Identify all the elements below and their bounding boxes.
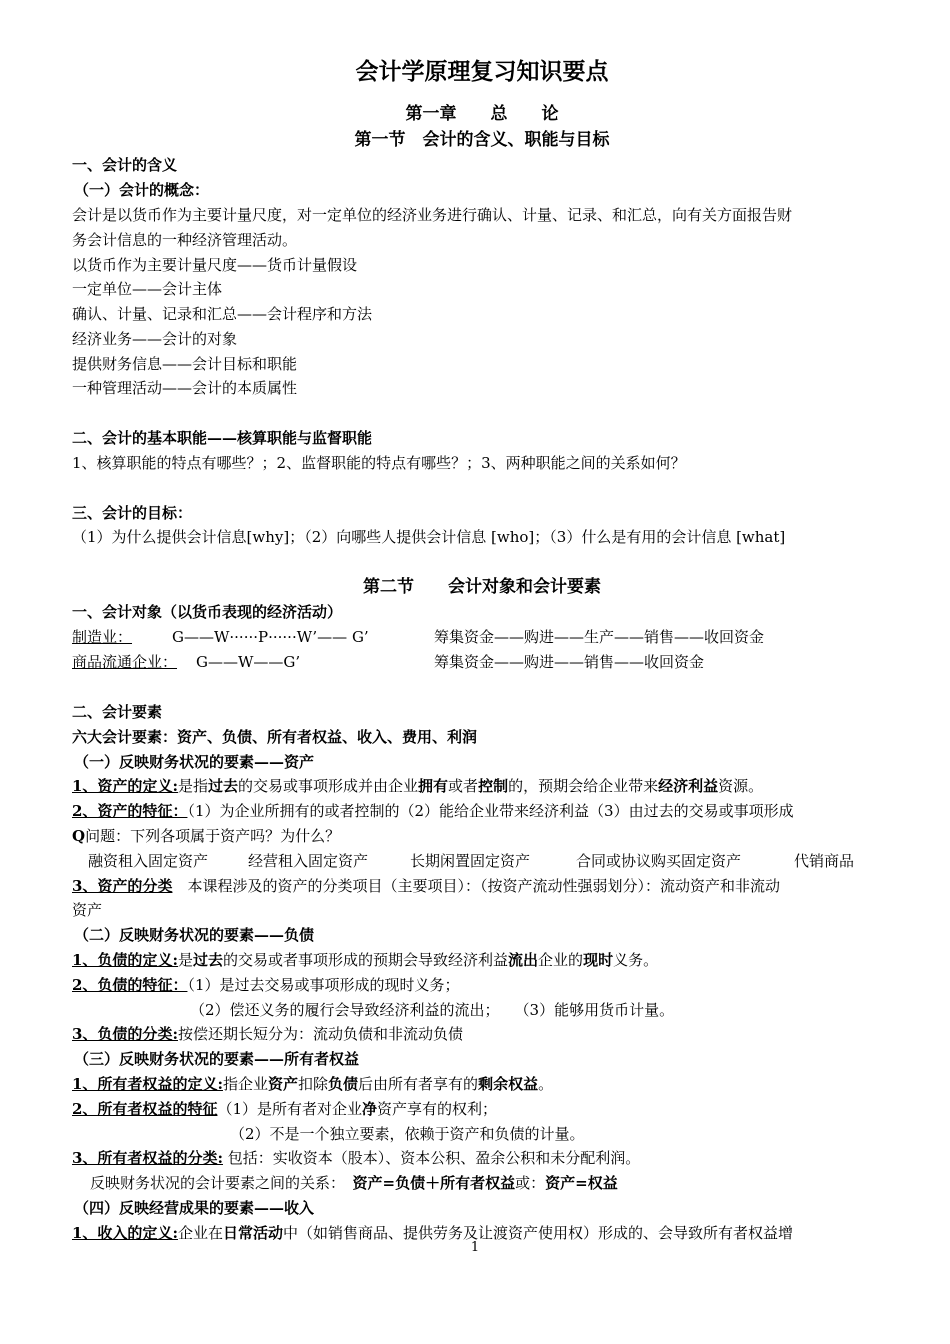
heading-meaning: 一、会计的含义 xyxy=(72,156,178,174)
liability-definition: 1、负债的定义:是过去的交易或者事项形成的预期会导致经济利益流出企业的现时义务。 xyxy=(72,951,659,969)
asset-item-5: 代销商品 xyxy=(794,852,855,870)
heading-functions: 二、会计的基本职能——核算职能与监督职能 xyxy=(72,429,373,447)
equation-relation: 反映财务状况的会计要素之间的关系： 资产=负债＋所有者权益或：资产=权益 xyxy=(90,1174,618,1192)
mapping-line-4: 经济业务——会计的对象 xyxy=(72,330,238,348)
asset-features: 2、资产的特征：（1）为企业所拥有的或者控制的（2）能给企业带来经济利益（3）由过去的交易或事项形成 xyxy=(72,802,794,820)
revenue-definition: 1、收入的定义:企业在日常活动中（如销售商品、提供劳务及让渡资产使用权）形成的、会导致所有者权益增 xyxy=(72,1224,794,1242)
asset-classification-label: 3、资产的分类 xyxy=(72,877,173,895)
heading-goals: 三、会计的目标： xyxy=(72,504,193,522)
liabilities-heading: （二）反映财务状况的要素——负债 xyxy=(74,926,315,944)
equity-definition-label: 1、所有者权益的定义: xyxy=(72,1075,223,1093)
mapping-line-3: 确认、计量、记录和汇总——会计程序和方法 xyxy=(72,305,373,323)
function-questions: 1、核算职能的特点有哪些？；2、监督职能的特点有哪些？；3、两种职能之间的关系如何？ xyxy=(72,454,686,472)
liability-definition-label: 1、负债的定义: xyxy=(72,951,178,969)
asset-item-2: 经营租入固定资产 xyxy=(248,852,369,870)
asset-item-3: 长期闲置固定资产 xyxy=(410,852,531,870)
commerce-formula: G——W——G’ xyxy=(196,653,301,671)
equity-features-cont: （2）不是一个独立要素，依赖于资产和负债的计量。 xyxy=(230,1125,585,1143)
revenue-heading: （四）反映经营成果的要素——收入 xyxy=(74,1199,315,1217)
page-number: 1 xyxy=(470,1240,480,1255)
commerce-flow: 筹集资金——购进——销售——收回资金 xyxy=(434,653,705,671)
asset-definition: 1、资产的定义:是指过去的交易或事项形成并由企业拥有或者控制的，预期会给企业带来经济利益资源。 xyxy=(72,777,764,795)
heading-object: 一、会计对象（以货币表现的经济活动） xyxy=(72,603,343,621)
liability-classification: 3、负债的分类:按偿还期长短分为：流动负债和非流动负债 xyxy=(72,1025,463,1043)
equity-classification-label: 3、所有者权益的分类: xyxy=(72,1149,223,1167)
document-title: 会计学原理复习知识要点 xyxy=(355,58,609,85)
manufacturing-label: 制造业： xyxy=(72,628,133,646)
heading-elements: 二、会计要素 xyxy=(72,703,163,721)
chapter-heading: 第一章 总 论 xyxy=(405,104,559,124)
section-heading-1: 第一节 会计的含义、职能与目标 xyxy=(354,130,610,150)
asset-item-1: 融资租入固定资产 xyxy=(88,852,209,870)
liability-classification-label: 3、负债的分类: xyxy=(72,1025,178,1043)
asset-question: Q问题：下列各项属于资产吗？为什么？ xyxy=(72,827,341,845)
mapping-line-1: 以货币作为主要计量尺度——货币计量假设 xyxy=(72,256,358,274)
equity-classification: 3、所有者权益的分类: 包括：实收资本（股本）、资本公积、盈余公积和未分配利润。 xyxy=(72,1149,641,1167)
equity-features: 2、所有者权益的特征（1）是所有者对企业净资产享有的权利； xyxy=(72,1100,498,1118)
subheading-concept: （一）会计的概念： xyxy=(74,181,210,199)
liability-features: 2、负债的特征：（1）是过去交易或事项形成的现时义务； xyxy=(72,976,460,994)
mapping-line-5: 提供财务信息——会计目标和职能 xyxy=(72,355,298,373)
equity-heading: （三）反映财务状况的要素——所有者权益 xyxy=(74,1050,360,1068)
assets-heading: （一）反映财务状况的要素——资产 xyxy=(74,753,315,771)
six-elements: 六大会计要素：资产、负债、所有者权益、收入、费用、利润 xyxy=(72,728,478,746)
equity-features-label: 2、所有者权益的特征 xyxy=(72,1100,218,1118)
mapping-line-6: 一种管理活动——会计的本质属性 xyxy=(72,379,298,397)
commerce-label: 商品流通企业： xyxy=(72,653,178,671)
revenue-definition-label: 1、收入的定义: xyxy=(72,1224,178,1242)
asset-classification-cont: 资产 xyxy=(72,901,103,919)
liability-features-cont: （2）偿还义务的履行会导致经济利益的流出； （3）能够用货币计量。 xyxy=(190,1001,675,1019)
section-heading-2: 第二节 会计对象和会计要素 xyxy=(363,577,601,597)
concept-definition-line-2: 务会计信息的一种经济管理活动。 xyxy=(72,231,298,249)
asset-features-label: 2、资产的特征： xyxy=(72,802,188,820)
mapping-line-2: 一定单位——会计主体 xyxy=(72,280,223,298)
asset-classification: 3、资产的分类 本课程涉及的资产的分类项目（主要项目）：（按资产流动性强弱划分）：流动资产和非流动 xyxy=(72,877,780,895)
goal-list: （1）为什么提供会计信息[why]；（2）向哪些人提供会计信息 [who]；（3）什么是有用的会计信息 [what] xyxy=(72,528,786,546)
liability-features-label: 2、负债的特征： xyxy=(72,976,188,994)
equity-definition: 1、所有者权益的定义:指企业资产扣除负债后由所有者享有的剩余权益。 xyxy=(72,1075,554,1093)
concept-definition-line-1: 会计是以货币作为主要计量尺度，对一定单位的经济业务进行确认、计量、记录、和汇总，向有关方面报告财 xyxy=(72,206,793,224)
asset-item-4: 合同或协议购买固定资产 xyxy=(576,852,742,870)
manufacturing-flow: 筹集资金——购进——生产——销售——收回资金 xyxy=(434,628,765,646)
manufacturing-formula: G——W······P······W’—— G’ xyxy=(172,628,369,646)
asset-definition-label: 1、资产的定义: xyxy=(72,777,178,795)
